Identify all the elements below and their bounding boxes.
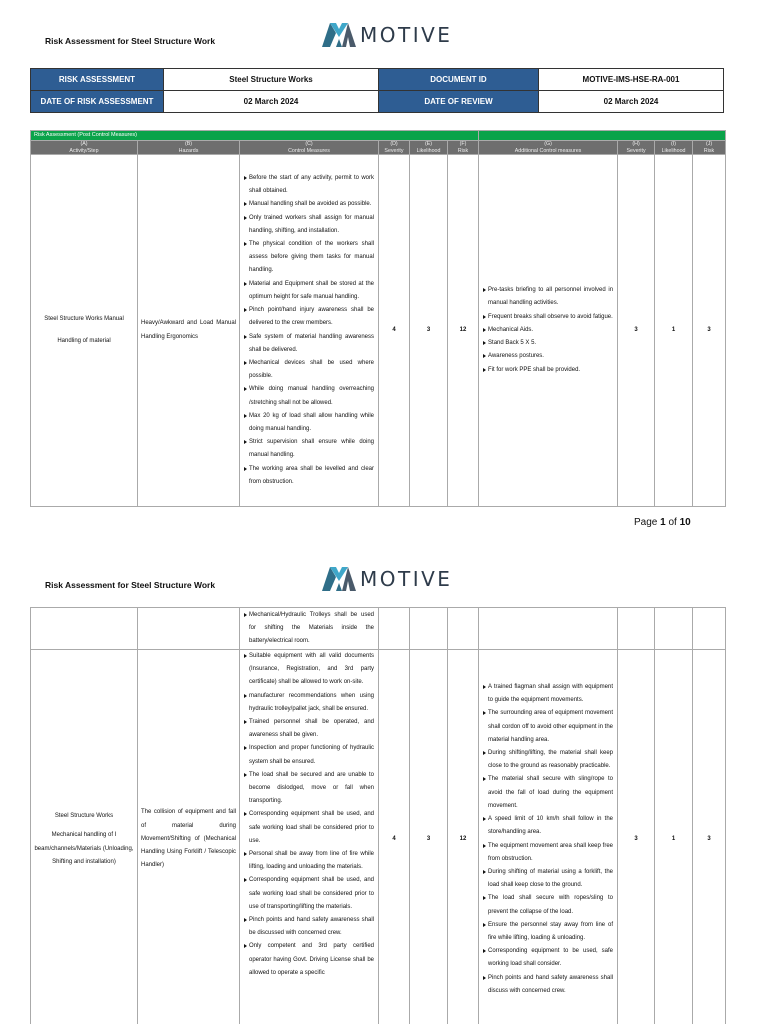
hazard-cell: The collision of equipment and fall of material during Movement/Shifting of (Mechanical Handling Using Forklift / Telescopic Handler): [138, 650, 240, 1024]
list-item: Corresponding equipment shall be used, and safe working load shall be considered prior to use of transporting/lifting the materials.: [244, 874, 374, 914]
list-item: Inspection and proper functioning of hydraulic system shall be ensured.: [244, 742, 374, 768]
severity-value: 4: [379, 650, 410, 1024]
company-logo: [322, 23, 452, 47]
residual-risk-value: 3: [693, 155, 726, 507]
list-item: Mechanical/Hydraulic Trolleys shall be used for shifting the Materials inside the battery/electrical room.: [244, 609, 374, 649]
list-item: The equipment movement area shall keep free from obstruction.: [483, 840, 613, 866]
list-item: Awareness postures.: [483, 350, 613, 363]
document-title: Risk Assessment for Steel Structure Work: [45, 580, 216, 590]
list-item: The load shall be secured and are unable to become dislodged, move or fall when transporting.: [244, 769, 374, 809]
list-item: During shifting/lifting, the material shall keep close to the ground as reasonably practicable.: [483, 747, 613, 773]
list-item: Stand Back 5 X 5.: [483, 337, 613, 350]
page-number: Page 1 of 10: [634, 517, 691, 528]
list-item: The physical condition of the workers shall assess before giving them tasks for manual handling.: [244, 238, 374, 278]
column-header: (F) Risk: [448, 141, 479, 155]
list-item: A trained flagman shall assign with equipment to guide the equipment movements.: [483, 681, 613, 707]
motive-logo-icon: [322, 23, 356, 47]
risk-value: 12: [448, 650, 479, 1024]
list-item: Before the start of any activity, permit to work shall obtained.: [244, 172, 374, 198]
risk-assessment-value: Steel Structure Works: [164, 69, 379, 91]
list-item: manufacturer recommendations when using hydraulic trolley/pallet jack, shall be ensured.: [244, 690, 374, 716]
likelihood-value: 3: [410, 650, 448, 1024]
list-item: Personal shall be away from line of fire while lifting, loading and unloading the materials.: [244, 848, 374, 874]
list-item: Ensure the personnel stay away from line of fire while lifting, loading & unloading.: [483, 919, 613, 945]
control-measures-cell: [240, 650, 379, 1024]
list-item: A speed limit of 10 km/h shall follow in the store/handling area.: [483, 813, 613, 839]
section-title: Risk Assessment (Post Control Measures): [31, 131, 479, 141]
list-item: Pinch points and hand safety awareness shall be discussed with concerned crew.: [244, 914, 374, 940]
list-item: Only trained workers shall assign for manual handling, shifting, and installation.: [244, 212, 374, 238]
list-item: The working area shall be levelled and clear from obstruction.: [244, 463, 374, 489]
risk-value: 12: [448, 155, 479, 507]
list-item: Strict supervision shall ensure while doing manual handling.: [244, 436, 374, 462]
date-of-risk-assessment-value: 02 March 2024: [164, 91, 379, 113]
list-item: While doing manual handling overreaching /stretching shall not be allowed.: [244, 383, 374, 409]
document-id-value: MOTIVE-IMS-HSE-RA-001: [539, 69, 724, 91]
control-measures-cell: [240, 608, 379, 650]
motive-logo-icon: [322, 567, 356, 591]
table-row: [31, 608, 726, 650]
list-item: Material and Equipment shall be stored at the optimum height for safe manual handling.: [244, 278, 374, 304]
column-header: (A) Activity/Step: [31, 141, 138, 155]
list-item: Fit for work PPE shall be provided.: [483, 364, 613, 377]
residual-severity-value: 3: [618, 650, 655, 1024]
residual-severity-value: 3: [618, 155, 655, 507]
list-item: Pre-tasks briefing to all personnel involved in manual handling activities.: [483, 284, 613, 310]
list-item: Corresponding equipment shall be used, and safe working load shall be considered prior to use.: [244, 808, 374, 848]
additional-controls-cell: [479, 155, 618, 507]
list-item: Suitable equipment with all valid documents (Insurance, Registration, and 3rd party certificate) shall be allowed to work on-site.: [244, 650, 374, 690]
list-item: Corresponding equipment to be used, safe working load shall consider.: [483, 945, 613, 971]
additional-controls-cell: [479, 650, 618, 1024]
control-measures-cell: [240, 155, 379, 507]
column-header-row: [31, 141, 726, 155]
activity-cell: Steel Structure Works Mechanical handling of I beam/channels/Materials (Unloading, Shifting and installation): [31, 650, 138, 1024]
company-logo: [322, 567, 452, 591]
column-header: (E) Likelihood: [410, 141, 448, 155]
list-item: During shifting of material using a forklift, the load shall keep close to the ground.: [483, 866, 613, 892]
date-of-review-label: DATE OF REVIEW: [379, 91, 539, 113]
severity-value: 4: [379, 155, 410, 507]
date-of-risk-assessment-label: DATE OF RISK ASSESSMENT: [31, 91, 164, 113]
table-row: [31, 650, 726, 1024]
column-header: (B) Hazards: [138, 141, 240, 155]
column-header: (H) Severity: [618, 141, 655, 155]
list-item: Frequent breaks shall observe to avoid fatigue.: [483, 311, 613, 324]
residual-risk-value: 3: [693, 650, 726, 1024]
list-item: Pinch points and hand safety awareness shall discuss with concerned crew.: [483, 972, 613, 998]
column-header: (D) Severity: [379, 141, 410, 155]
column-header: (I) Likelihood: [655, 141, 693, 155]
activity-cell: Steel Structure Works Manual Handling of material: [31, 155, 138, 507]
document-info-table: [30, 68, 724, 113]
residual-likelihood-value: 1: [655, 650, 693, 1024]
likelihood-value: 3: [410, 155, 448, 507]
list-item: The load shall secure with ropes/sling to prevent the collapse of the load.: [483, 892, 613, 918]
list-item: Safe system of material handling awareness shall be delivered.: [244, 331, 374, 357]
column-header: (G) Additional Control measures: [479, 141, 618, 155]
column-header: (C) Control Measures: [240, 141, 379, 155]
risk-assessment-table-continued: [30, 607, 726, 1024]
list-item: Trained personnel shall be operated, and awareness shall be given.: [244, 716, 374, 742]
list-item: The material shall secure with sling/rope to avoid the fall of load during the equipment movement.: [483, 773, 613, 813]
list-item: Pinch point/hand injury awareness shall be delivered to the crew members.: [244, 304, 374, 330]
hazard-cell: Heavy/Awkward and Load Manual Handling Ergonomics: [138, 155, 240, 507]
list-item: Manual handling shall be avoided as possible.: [244, 198, 374, 211]
residual-likelihood-value: 1: [655, 155, 693, 507]
list-item: Max 20 kg of load shall allow handling while doing manual handling.: [244, 410, 374, 436]
document-title: Risk Assessment for Steel Structure Work: [45, 36, 216, 46]
document-id-label: DOCUMENT ID: [379, 69, 539, 91]
date-of-review-value: 02 March 2024: [539, 91, 724, 113]
risk-assessment-label: RISK ASSESSMENT: [31, 69, 164, 91]
list-item: Mechanical Aids.: [483, 324, 613, 337]
risk-assessment-table: [30, 130, 726, 507]
table-row: [31, 155, 726, 507]
list-item: Only competent and 3rd party certified operator having Govt. Driving License shall be allowed to operate a specific: [244, 940, 374, 980]
list-item: The surrounding area of equipment movement shall cordon off to avoid other equipment in the material handling area.: [483, 707, 613, 747]
list-item: Mechanical devices shall be used where possible.: [244, 357, 374, 383]
logo-text: MOTIVE: [360, 567, 453, 591]
column-header: (J) Risk: [693, 141, 726, 155]
logo-text: MOTIVE: [360, 23, 453, 47]
